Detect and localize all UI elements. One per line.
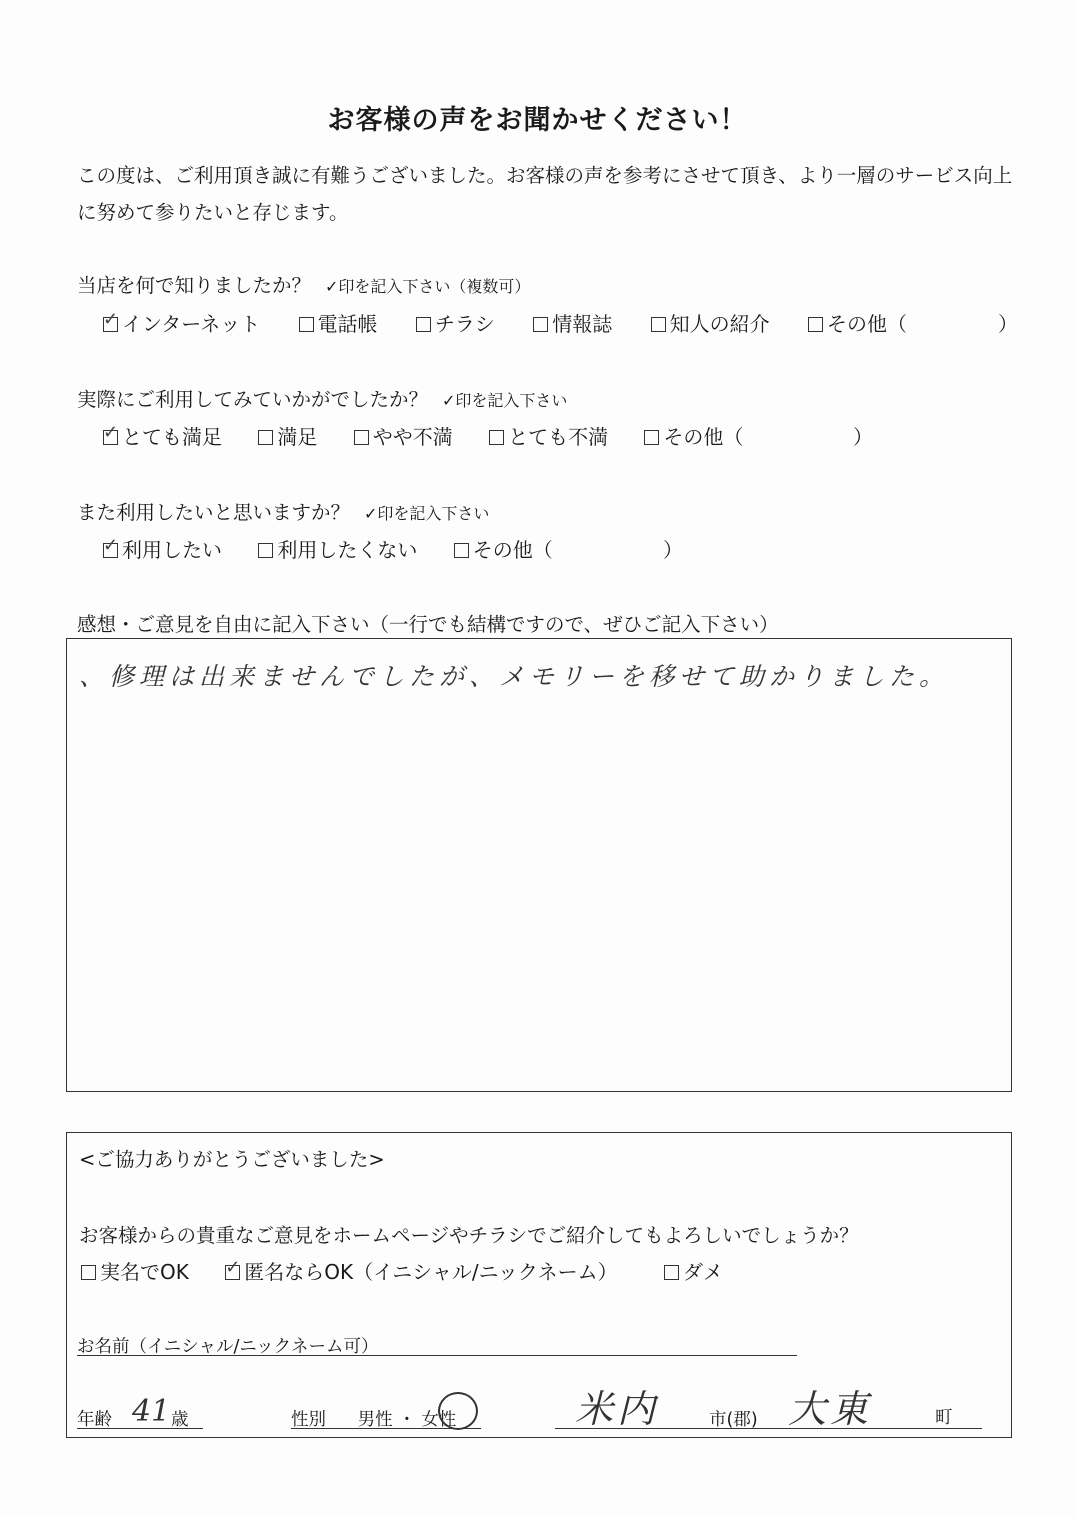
q2-option-other[interactable]: その他（ [644, 421, 743, 450]
checkbox[interactable] [299, 317, 314, 332]
checkbox[interactable] [808, 317, 823, 332]
q1-option-internet[interactable]: ✓ インターネット [103, 309, 261, 336]
gender-female[interactable]: 女性 [421, 1410, 457, 1430]
checkbox[interactable] [225, 1257, 241, 1280]
q1-option-flyer[interactable]: チラシ [416, 308, 495, 337]
q3-option-no[interactable]: 利用したくない [258, 534, 417, 563]
checkbox[interactable] [664, 1265, 679, 1280]
town-value: 大東 [788, 1387, 873, 1431]
gender-male[interactable]: 男性 [357, 1410, 393, 1430]
q1-option-magazine[interactable]: 情報誌 [533, 308, 612, 337]
checkbox[interactable] [651, 317, 666, 332]
handwritten-comment: 、修理は出来ませんでしたが、メモリーを移せて助かりました。 [79, 662, 950, 691]
city-value: 米内 [575, 1387, 660, 1431]
comments-box[interactable] [66, 638, 1012, 1092]
age-value: 41 [132, 1394, 171, 1429]
q1-hint: ✓印を記入下さい（複数可） [325, 277, 531, 296]
town-label: 町 [935, 1408, 953, 1428]
comments-label: 感想・ご意見を自由に記入下さい（一行でも結構ですので、ぜひご記入下さい） [77, 613, 779, 636]
q2-hint: ✓印を記入下さい [442, 391, 568, 410]
checkbox[interactable] [258, 543, 273, 558]
q1-close-paren: ） [998, 312, 1018, 336]
q3-options [103, 534, 553, 563]
age-field[interactable] [77, 1394, 203, 1430]
age-unit: 歳 [171, 1410, 189, 1430]
intro-text: この度は、ご利用頂き誠に有難うございました。お客様の声を参考にさせて頂き、より一層のサービス向上に努めて参りたいと存じます。 [77, 164, 1013, 224]
q3-hint: ✓印を記入下さい [364, 504, 490, 523]
consent-option-anonymous[interactable]: ✓ 匿名ならOK（イニシャル/ニックネーム） [225, 1257, 618, 1284]
gender-separator: ・ [398, 1410, 416, 1430]
q2-close-paren: ） [853, 425, 873, 449]
check-mark-icon: ✓ [103, 309, 119, 330]
q3-question [77, 497, 489, 525]
female-circle-mark [438, 1392, 478, 1430]
checkbox[interactable] [81, 1265, 96, 1280]
q2-option-slightly-dissatisfied[interactable]: やや不満 [354, 421, 453, 450]
checkbox[interactable] [489, 430, 504, 445]
q2-option-very-dissatisfied[interactable]: とても不満 [489, 421, 608, 450]
checkbox[interactable] [416, 317, 431, 332]
thanks-heading: <ご協力ありがとうございました> [79, 1148, 385, 1171]
name-label: お名前（イニシャル/ニックネーム可） [77, 1337, 379, 1357]
checkbox[interactable] [454, 543, 469, 558]
q1-option-referral[interactable]: 知人の紹介 [651, 308, 770, 337]
q3-question-text: また利用したいと思いますか？ [77, 501, 351, 524]
q1-option-phonebook[interactable]: 電話帳 [299, 308, 378, 337]
check-mark-icon: ✓ [103, 535, 119, 556]
city-label: 市(郡) [709, 1410, 758, 1430]
q2-option-very-satisfied[interactable]: ✓ とても満足 [103, 422, 222, 449]
checkbox[interactable] [103, 422, 119, 445]
age-label: 年齢 [77, 1410, 112, 1430]
q1-question [77, 270, 530, 298]
q2-question [77, 384, 567, 412]
gender-label: 性別 [291, 1410, 326, 1430]
q3-option-other[interactable]: その他（ [454, 534, 553, 563]
checkbox[interactable] [533, 317, 548, 332]
checkbox[interactable] [354, 430, 369, 445]
checkbox[interactable] [644, 430, 659, 445]
q1-options [103, 308, 907, 337]
q2-options [103, 421, 743, 450]
consent-option-no[interactable]: ダメ [664, 1256, 723, 1285]
checkbox[interactable] [103, 535, 119, 558]
name-field[interactable] [77, 1333, 797, 1356]
q2-question-text: 実際にご利用してみていかがでしたか？ [77, 388, 429, 411]
checkbox[interactable] [103, 309, 119, 332]
checkbox[interactable] [258, 430, 273, 445]
consent-option-real-name[interactable]: 実名でOK [81, 1256, 189, 1285]
q3-option-yes[interactable]: ✓ 利用したい [103, 535, 222, 562]
check-mark-icon: ✓ [103, 422, 119, 443]
q1-option-other[interactable]: その他（ [808, 308, 907, 337]
consent-options [81, 1256, 723, 1285]
q1-question-text: 当店を何で知りましたか？ [77, 274, 312, 297]
consent-question: お客様からの貴重なご意見をホームページやチラシでご紹介してもよろしいでしょうか？ [79, 1224, 859, 1247]
check-mark-icon: ✓ [225, 1257, 241, 1278]
form-title: お客様の声をお聞かせください！ [327, 105, 748, 136]
q2-option-satisfied[interactable]: 満足 [258, 421, 317, 450]
q3-close-paren: ） [663, 538, 683, 562]
